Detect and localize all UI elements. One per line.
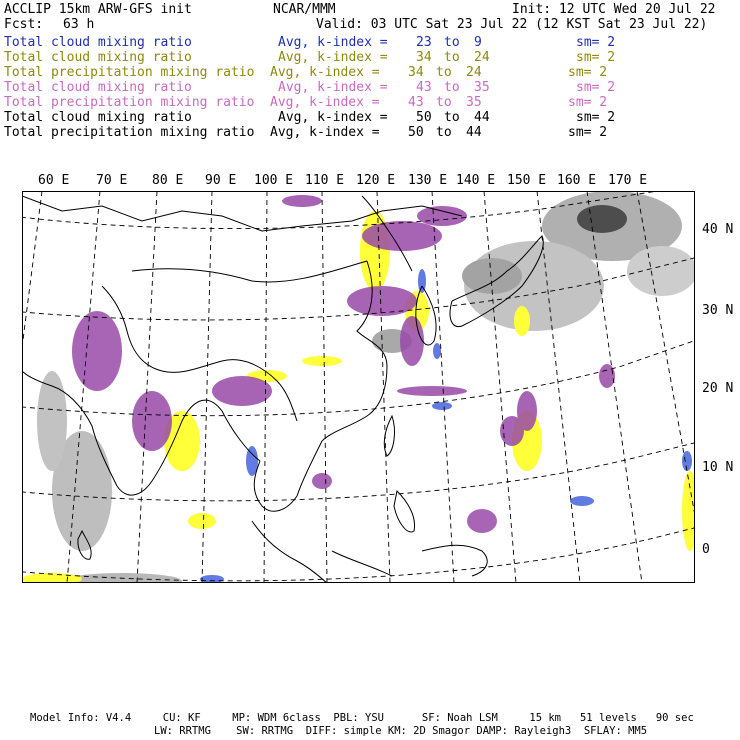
legend-smoothing: sm= 2 bbox=[568, 95, 608, 110]
legend-k-from: 50 bbox=[416, 110, 432, 125]
legend-k-to: 44 bbox=[466, 125, 482, 140]
legend-k-to: 24 bbox=[474, 50, 490, 65]
organization-label: NCAR/MMM bbox=[273, 2, 336, 17]
legend-k-to: 35 bbox=[466, 95, 482, 110]
valid-time: Valid: 03 UTC Sat 23 Jul 22 (12 KST Sat 23 Jul 22) bbox=[316, 17, 708, 32]
legend-k-to: 9 bbox=[474, 35, 482, 50]
longitude-label: 150 E bbox=[507, 173, 547, 188]
legend-avg-label: Avg, k-index = bbox=[278, 35, 388, 50]
longitude-label: 80 E bbox=[152, 173, 184, 188]
legend-field-name: Total precipitation mixing ratio bbox=[4, 125, 255, 140]
legend-k-from: 23 bbox=[416, 35, 432, 50]
latitude-label: 0 bbox=[702, 542, 710, 557]
legend-k-to: 35 bbox=[474, 80, 490, 95]
legend-field-name: Total cloud mixing ratio bbox=[4, 35, 192, 50]
legend-smoothing: sm= 2 bbox=[576, 110, 616, 125]
longitude-label: 100 E bbox=[254, 173, 294, 188]
legend-to-word: to bbox=[436, 125, 452, 140]
legend-avg-label: Avg, k-index = bbox=[278, 80, 388, 95]
legend-to-word: to bbox=[444, 35, 460, 50]
legend-k-from: 43 bbox=[416, 80, 432, 95]
latitude-label: 30 N bbox=[702, 303, 734, 318]
legend-field-name: Total cloud mixing ratio bbox=[4, 110, 192, 125]
legend-avg-label: Avg, k-index = bbox=[270, 65, 380, 80]
longitude-label: 130 E bbox=[408, 173, 448, 188]
longitude-label: 160 E bbox=[557, 173, 597, 188]
legend-avg-label: Avg, k-index = bbox=[278, 110, 388, 125]
legend-k-from: 34 bbox=[416, 50, 432, 65]
legend-k-from: 50 bbox=[408, 125, 424, 140]
legend-field-name: Total cloud mixing ratio bbox=[4, 80, 192, 95]
latitude-label: 20 N bbox=[702, 381, 734, 396]
model-info-line2: LW: RRTMG SW: RRTMG DIFF: simple KM: 2D Smagor DAMP: Rayleigh3 SFLAY: MM5 bbox=[154, 725, 648, 737]
forecast-label: Fcst: bbox=[4, 17, 44, 32]
legend-avg-label: Avg, k-index = bbox=[270, 125, 380, 140]
longitude-label: 140 E bbox=[456, 173, 496, 188]
legend-k-from: 34 bbox=[408, 65, 424, 80]
legend-field-name: Total cloud mixing ratio bbox=[4, 50, 192, 65]
latitude-label: 40 N bbox=[702, 222, 734, 237]
forecast-map bbox=[22, 191, 695, 583]
longitude-label: 170 E bbox=[608, 173, 648, 188]
legend-smoothing: sm= 2 bbox=[576, 50, 616, 65]
legend-k-to: 24 bbox=[466, 65, 482, 80]
legend-avg-label: Avg, k-index = bbox=[278, 50, 388, 65]
legend-smoothing: sm= 2 bbox=[576, 80, 616, 95]
legend-to-word: to bbox=[444, 50, 460, 65]
legend-smoothing: sm= 2 bbox=[568, 125, 608, 140]
longitude-label: 90 E bbox=[205, 173, 237, 188]
model-info-line1: Model Info: V4.4 CU: KF MP: WDM 6class PBL: YSU SF: Noah LSM 15 km 51 levels 90 sec bbox=[30, 712, 694, 724]
legend-k-to: 44 bbox=[474, 110, 490, 125]
legend-to-word: to bbox=[444, 110, 460, 125]
legend-field-name: Total precipitation mixing ratio bbox=[4, 95, 255, 110]
legend-to-word: to bbox=[436, 95, 452, 110]
init-time: Init: 12 UTC Wed 20 Jul 22 bbox=[512, 2, 716, 17]
run-title: ACCLIP 15km ARW-GFS init bbox=[4, 2, 192, 17]
legend-smoothing: sm= 2 bbox=[568, 65, 608, 80]
longitude-label: 60 E bbox=[38, 173, 70, 188]
legend-smoothing: sm= 2 bbox=[576, 35, 616, 50]
legend-field-name: Total precipitation mixing ratio bbox=[4, 65, 255, 80]
latitude-label: 10 N bbox=[702, 460, 734, 475]
legend-avg-label: Avg, k-index = bbox=[270, 95, 380, 110]
legend-k-from: 43 bbox=[408, 95, 424, 110]
longitude-label: 120 E bbox=[356, 173, 396, 188]
legend-to-word: to bbox=[436, 65, 452, 80]
forecast-hour: 63 h bbox=[63, 17, 95, 32]
longitude-label: 110 E bbox=[305, 173, 345, 188]
legend-to-word: to bbox=[444, 80, 460, 95]
longitude-label: 70 E bbox=[96, 173, 128, 188]
